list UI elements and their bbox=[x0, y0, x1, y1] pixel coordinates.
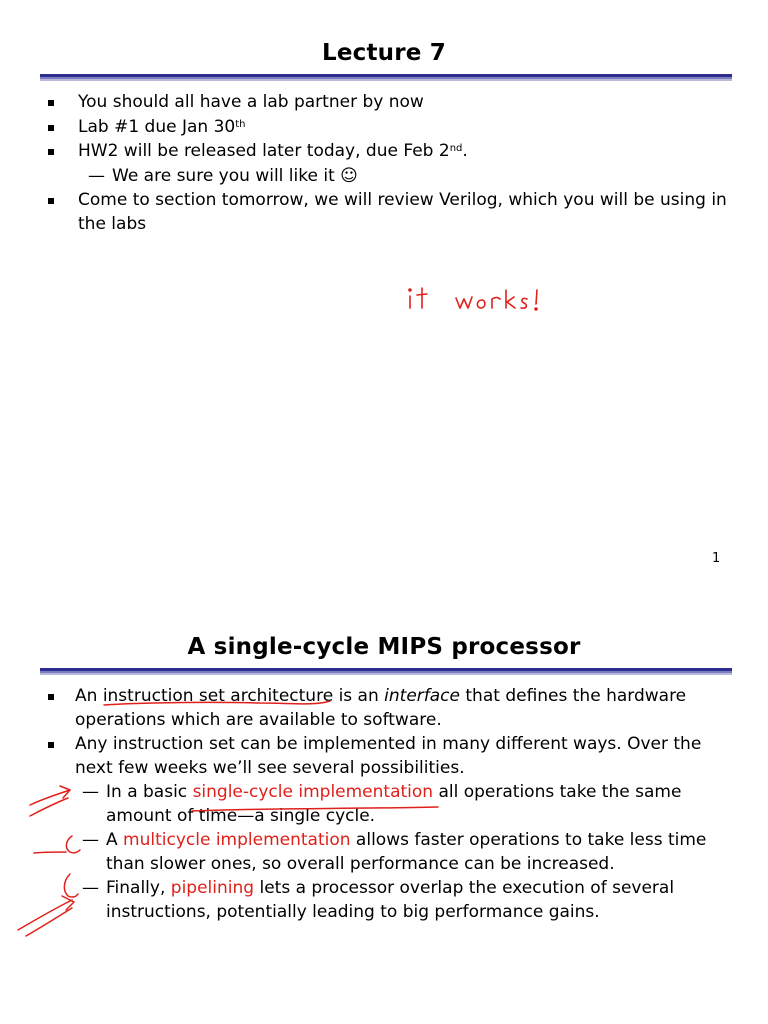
ordinal-suffix: nd bbox=[449, 143, 463, 154]
bullet-item bbox=[0, 116, 768, 140]
sub-bullet-text: lets a processor overlap the execution of several instructions, potentially leading to big performance gains. bbox=[106, 878, 675, 922]
bullet-text: HW2 will be released later today, due Feb 2 bbox=[78, 141, 450, 161]
bullet-text: Lab #1 due Jan 30 bbox=[78, 116, 236, 137]
bullet-square-icon bbox=[48, 149, 54, 155]
page-number: 1 bbox=[712, 551, 721, 566]
sub-bullet-text: allows faster operations to take less time than slower ones, so overall performance can be increased. bbox=[106, 830, 707, 874]
bullet-text: is an bbox=[333, 686, 385, 706]
bullet-text-tail: . bbox=[462, 141, 468, 161]
title-divider bbox=[40, 74, 732, 81]
highlighted-term: pipelining bbox=[170, 878, 255, 898]
bullet-text: that defines the hardware operations which are available to software. bbox=[75, 686, 687, 730]
title-divider bbox=[40, 668, 732, 675]
slide-title: Lecture 7 bbox=[321, 40, 446, 66]
handwritten-it-works-annotation bbox=[400, 282, 550, 322]
bullet-text: An bbox=[75, 686, 103, 706]
bullet-item bbox=[0, 91, 768, 115]
sub-bullet-text: We are sure you will like it ☺ bbox=[112, 165, 358, 186]
sub-bullet-text: Finally, bbox=[106, 878, 171, 898]
bullet-square-icon bbox=[48, 100, 54, 106]
handwritten-underline-annotations bbox=[0, 700, 768, 820]
dash-marker: — bbox=[88, 165, 105, 186]
bullet-text: Come to section tomorrow, we will review Verilog, which you will be using in the labs bbox=[78, 190, 727, 234]
handwritten-margin-arrows bbox=[0, 780, 110, 940]
sub-bullet-text: all operations take the same amount of time—a single cycle. bbox=[106, 782, 682, 826]
sub-bullet-item bbox=[0, 165, 768, 189]
bullet-item bbox=[0, 140, 768, 164]
dash-marker: — bbox=[82, 878, 99, 898]
highlighted-term: multicycle implementation bbox=[123, 830, 351, 850]
dash-marker: — bbox=[82, 830, 99, 850]
underlined-term: instruction set architecture bbox=[102, 686, 334, 706]
emphasized-term: interface bbox=[384, 686, 460, 706]
dash-marker: — bbox=[82, 782, 99, 802]
bullet-text: You should all have a lab partner by now bbox=[78, 92, 424, 112]
highlighted-term: single-cycle implementation bbox=[192, 782, 434, 802]
ordinal-suffix: th bbox=[235, 118, 246, 130]
bullet-item bbox=[0, 189, 768, 236]
slide-title: A single-cycle MIPS processor bbox=[187, 634, 581, 660]
sub-bullet-item bbox=[0, 829, 768, 876]
slide-single-cycle-mips bbox=[0, 600, 768, 1024]
bullet-text: Any instruction set can be implemented in many different ways. Over the next few weeks we’ll see several possibilities. bbox=[75, 734, 702, 778]
sub-bullet-text: In a basic bbox=[106, 782, 193, 802]
sub-bullet-text: A bbox=[106, 830, 124, 850]
bullet-square-icon bbox=[48, 125, 54, 131]
bullet-square-icon bbox=[48, 198, 54, 204]
sub-bullet-item bbox=[0, 877, 768, 924]
bullet-list bbox=[0, 91, 768, 237]
